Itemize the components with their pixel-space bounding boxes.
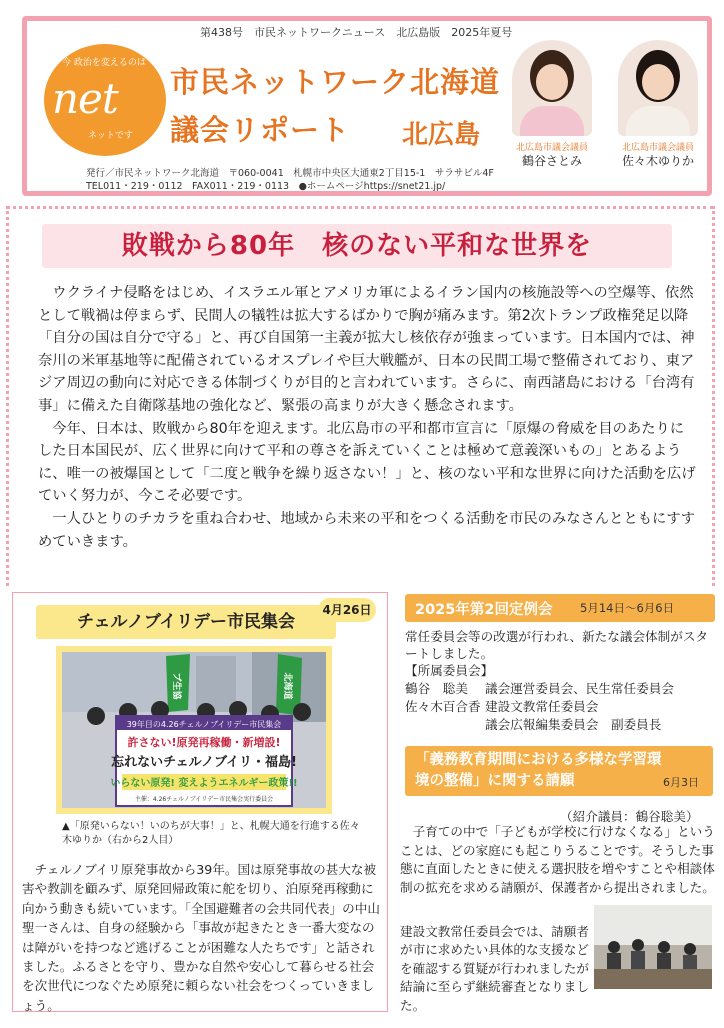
committee-row — [405, 698, 724, 715]
issue-line: 第438号 市民ネットワークニュース 北広島版 2025年夏号 — [200, 26, 513, 39]
petition-article-2 — [400, 910, 590, 1028]
paragraph: 建設文教常任委員会では、請願者が市に求めたい具体的な支援などを確認する質疑が行われましたが結論に至らず継続審査となりました。 — [400, 923, 589, 1013]
paragraph: 一人ひとりのチカラを重ね合わせ、地域から未来の平和をつくる活動を市民のみなさんとともにすすめていきます。 — [38, 510, 696, 550]
logo-mark: net — [52, 74, 118, 123]
banner-top: 39年目の4.26チェルノブイリデー市民集会 — [126, 720, 282, 729]
photo-caption: ▲「原発いらない！いのちが大事！」と、札幌大通を行進する佐々木ゆりか（右から2人目） — [62, 821, 360, 846]
paragraph: 今年、日本は、敗戦から80年を迎えます。北広島市の平和都市宣言に「原爆の脅威を目のあたりにした日本国民が、広く世界に向けて平和の尊さを訴えていくことは極めて意義深いもの」とあるように、唯一の被爆国として「二度と戦争を繰り返さない！」と、核のない平和な世界に向けた活動を広げていく努力が、今こそ必要です。 — [38, 420, 696, 505]
chernobyl-date: 4月26日 — [318, 598, 376, 622]
session-dates: 5月14日～6月6日 — [580, 601, 675, 615]
flag-text: 北海道 — [282, 672, 292, 700]
petition-date: 6月3日 — [663, 776, 699, 789]
petition-introducer: （紹介議員：鶴谷聡美） — [560, 809, 699, 824]
committee-row — [405, 716, 724, 733]
member-name: 鶴谷さとみ — [521, 154, 582, 168]
member-photo-sasaki — [618, 40, 698, 136]
divider — [6, 206, 9, 586]
masthead-edition: 北広島 — [402, 120, 481, 150]
session-title: 2025年第2回定例会 — [415, 602, 553, 618]
net-logo — [44, 44, 166, 156]
divider — [712, 206, 715, 586]
rally-photo — [56, 646, 332, 814]
paragraph: チェルノブイリ原発事故から39年。国は原発事故の甚大な被害や教訓を顧みず、原発回帰政策に舵を切り、泊原発再稼動に向かう動きも続いています。「全国避難者の会共同代表」の中山聖一さんは、自身の経験から「事故が起きたとき一番大変なのは障がいを持つなど逃げることが困難な人たちです」と話されました。ふるさとを守り、豊かな自然や安心して暮らせる社会を次世代につなぐため原発に頼らない社会をつくっていきましょう。 — [22, 862, 380, 1013]
member-role: 北広島市議会議員 — [621, 143, 694, 153]
committee-row — [405, 680, 724, 697]
publisher-info: 発行／市民ネットワーク北海道 〒060-0041 札幌市中央区大通東2丁目15-1 サラサビル4F TEL011・219・0112 FAX011・219・0113 ●ホームページhttps://snet21.jp/ — [86, 168, 494, 192]
flag-text: ブ生協 — [171, 672, 181, 700]
masthead-subtitle: 議会リポート — [170, 113, 351, 147]
petition-header — [405, 746, 713, 796]
headline: 敗戦から80年 核のない平和な世界を — [42, 224, 672, 268]
committee-role: 議会運営委員会、民生常任委員会 — [485, 681, 674, 696]
petition-title: 「義務教育期間における多様な学習環 境の整備」に関する請願 — [415, 752, 662, 789]
banner-line1: 許さない!原発再稼働・新増設! — [127, 736, 281, 749]
paragraph: 子育ての中で「子どもが学校に行けなくなる」ということは、どの家庭にも起こりうることです。そうした事態に直面したときに使える選択肢を増やすことや相談体制の拡充を求める請願が、保護者から提出されました。 — [400, 824, 715, 895]
logo-tagline: 今 政治を変えるのは — [62, 58, 146, 68]
member-role: 北広島市議会議員 — [515, 143, 588, 153]
session-text: 常任委員会等の改選が行われ、新たな議会体制がスタートしました。 — [405, 629, 709, 661]
meeting-photo — [594, 905, 712, 989]
banner-footer: 主催：4.26チェルノブイリデー市民集会実行委員会 — [134, 796, 274, 803]
logo-sub: ネットです — [88, 131, 134, 141]
committee-role: 建設文教常任委員会 — [485, 699, 599, 714]
paragraph: ウクライナ侵略をはじめ、イスラエル軍とアメリカ軍によるイラン国内の核施設等への空爆等、依然として戦禍は停まらず、民間人の犠牲は拡大するばかりで胸が痛みます。第2次トランプ政権発足以降「自分の国は自分で守る」と、再び自国第一主義が拡大し核依存が強まっています。日本国内では、神奈川の米軍基地等に配備されているオスプレイや巨大戦艦が、日本の民間工場で整備されており、東アジア周辺の動向に対応できる体制づくりが目的と言われています。さらに、南西諸島における「台湾有事」に備えた自衛隊基地の強化など、緊張の高まりが大きく懸念されます。 — [38, 285, 695, 414]
member-photo-tsuruya — [512, 40, 592, 136]
committee-label: 【所属委員会】 — [405, 663, 494, 678]
chernobyl-article — [22, 860, 382, 1015]
member-name: 佐々木ゆりか — [621, 154, 694, 168]
committee-member: 佐々木百合香 — [405, 699, 481, 714]
committee-role: 議会広報編集委員会 副委員長 — [485, 717, 662, 732]
divider — [6, 206, 714, 209]
session-header — [405, 594, 715, 622]
banner-line3: いらない原発! 変えようエネルギー政策!! — [110, 778, 298, 789]
masthead-title: 市民ネットワーク北海道 — [170, 65, 501, 99]
main-article — [38, 282, 698, 553]
committee-member: 鶴谷 聡美 — [405, 681, 468, 696]
chernobyl-title: チェルノブイリデー市民集会 — [36, 605, 336, 639]
petition-article — [400, 823, 715, 897]
banner-line2: 忘れないチェルノブイリ・福島! — [111, 755, 297, 770]
